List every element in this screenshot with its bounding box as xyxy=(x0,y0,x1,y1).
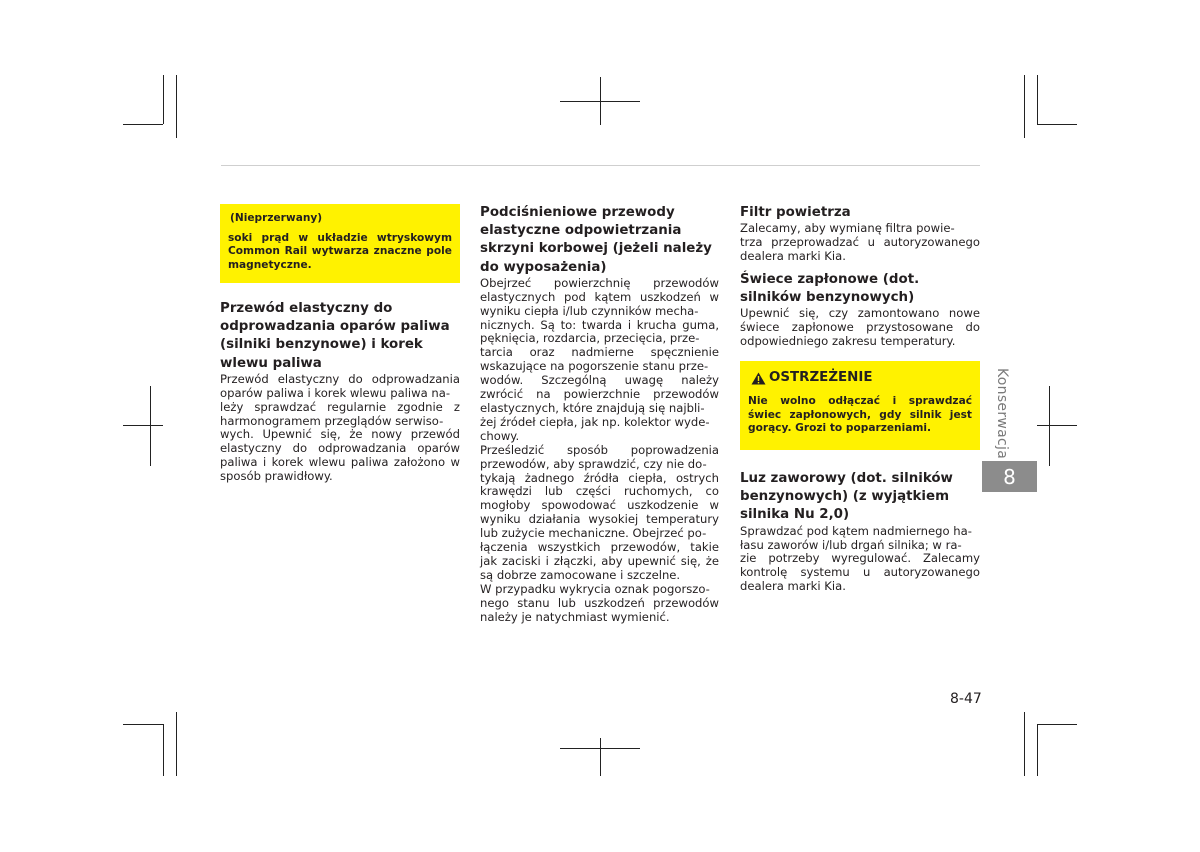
warning-box xyxy=(740,361,980,450)
header-rule xyxy=(221,165,980,166)
crop-mark xyxy=(1024,712,1025,776)
page-number: 8-47 xyxy=(950,691,982,707)
middle-column xyxy=(480,204,719,624)
section-paragraph: Obejrzeć powierzchnię przewodów elastycznych pod kątem uszkodzeń w wyniku ciepła i/lub czynników mecha- nicznych. Są to: twarda i krucha guma, pęknięcia, rozdarcia, przecięcia, prze- tarcia oraz nadmierne spęcznienie wskazujące na pogorszenie stanu prze- wodów. Szczególną uwagę należy zwrócić na powierzchnie przewodów elastycznych, które znajdują się najbli- żej źródeł ciepła, jak np. kolektor wyde- chowy. xyxy=(480,275,719,443)
crop-mark xyxy=(163,75,164,124)
crop-mark xyxy=(1037,425,1077,426)
crop-mark xyxy=(163,724,164,776)
crop-mark xyxy=(1024,75,1025,138)
section-heading-valve-clearance: Luz zaworowy (dot. silników benzynowych) (z wyjątkiem silnika Nu 2,0) xyxy=(740,471,953,523)
crop-mark xyxy=(123,124,163,125)
section-paragraph: Prześledzić sposób poprowadzenia przewodów, aby sprawdzić, czy nie do- tykają żadnego źródła ciepła, ostrych krawędzi lub części ruchomych, co mogłoby spowodować uszkodzenie w wyniku działania wysokiej temperatury lub zużycie mechaniczne. Obejrzeć po- łączenia wszystkich przewodów, takie jak zaciski i złączki, aby upewnić się, że są dobrze zamocowane i szczelne. xyxy=(480,442,719,582)
section-body-valve-clearance: Sprawdzać pod kątem nadmiernego ha- łasu zaworów i/lub drgań silnika; w ra- zie potrzeby wyregulować. Zalecamy kontrolę systemu u autoryzowanego dealera marki Kia. xyxy=(740,523,980,594)
crop-mark xyxy=(1037,724,1077,725)
crop-mark xyxy=(176,75,177,138)
chapter-number-tab: 8 xyxy=(982,461,1037,492)
warning-triangle-icon xyxy=(751,372,766,385)
section-paragraph: W przypadku wykrycia oznak pogorszo- nego stanu lub uszkodzeń przewodów należy je natychmiast wymienić. xyxy=(480,581,719,624)
section-heading-evap-hose: Przewód elastyczny do odprowadzania oparów paliwa (silniki benzynowe) i korek wlewu paliwa xyxy=(220,301,450,371)
crop-mark xyxy=(1037,124,1077,125)
left-column xyxy=(220,204,460,484)
section-heading-air-filter: Filtr powietrza xyxy=(740,205,851,220)
caution-box-subtitle: (Nieprzerwany) xyxy=(230,212,323,224)
warning-text: Nie wolno odłączać i sprawdzać świec zapłonowych, gdy silnik jest gorący. Grozi to poparzeniami. xyxy=(748,395,972,435)
crop-mark xyxy=(150,386,151,466)
crop-mark xyxy=(600,77,601,125)
crop-mark xyxy=(1037,724,1038,776)
section-heading-vacuum-hoses: Podciśnieniowe przewody elastyczne odpowietrzania skrzyni korbowej (jeżeli należy do wyposażenia) xyxy=(480,205,712,275)
crop-mark xyxy=(176,712,177,776)
chapter-label: Konserwacja xyxy=(994,368,1010,460)
section-heading-spark-plugs: Świece zapłonowe (dot. silników benzynowych) xyxy=(740,271,920,306)
crop-mark xyxy=(1037,75,1038,124)
section-body-air-filter: Zalecamy, aby wymianę filtra powie- trza przeprowadzać u autoryzowanego dealera marki Kia. xyxy=(740,221,980,264)
caution-box-text: soki prąd w układzie wtryskowym Common Rail wytwarza znaczne pole magnetyczne. xyxy=(228,231,452,271)
crop-mark xyxy=(600,738,601,776)
section-body-evap-hose: Przewód elastyczny do odprowadzania oparów paliwa i korek wlewu paliwa na- leży sprawdzać regularnie zgodnie z harmonogramem przeglądów serwiso- wych. Upewnić się, że nowy przewód elastyczny do odprowadzania oparów paliwa i korek wlewu paliwa założono w sposób prawidłowy. xyxy=(220,371,460,484)
right-column xyxy=(740,204,980,594)
warning-title: OSTRZEŻENIE xyxy=(769,370,873,386)
crop-mark xyxy=(1049,386,1050,466)
section-body-spark-plugs: Upewnić się, czy zamontowano nowe świece zapłonowe przystosowane do odpowiedniego zakresu temperatury. xyxy=(740,306,980,349)
crop-mark xyxy=(123,724,163,725)
warning-title-row xyxy=(748,370,972,386)
caution-box-continued xyxy=(220,204,460,283)
crop-mark xyxy=(123,425,163,426)
